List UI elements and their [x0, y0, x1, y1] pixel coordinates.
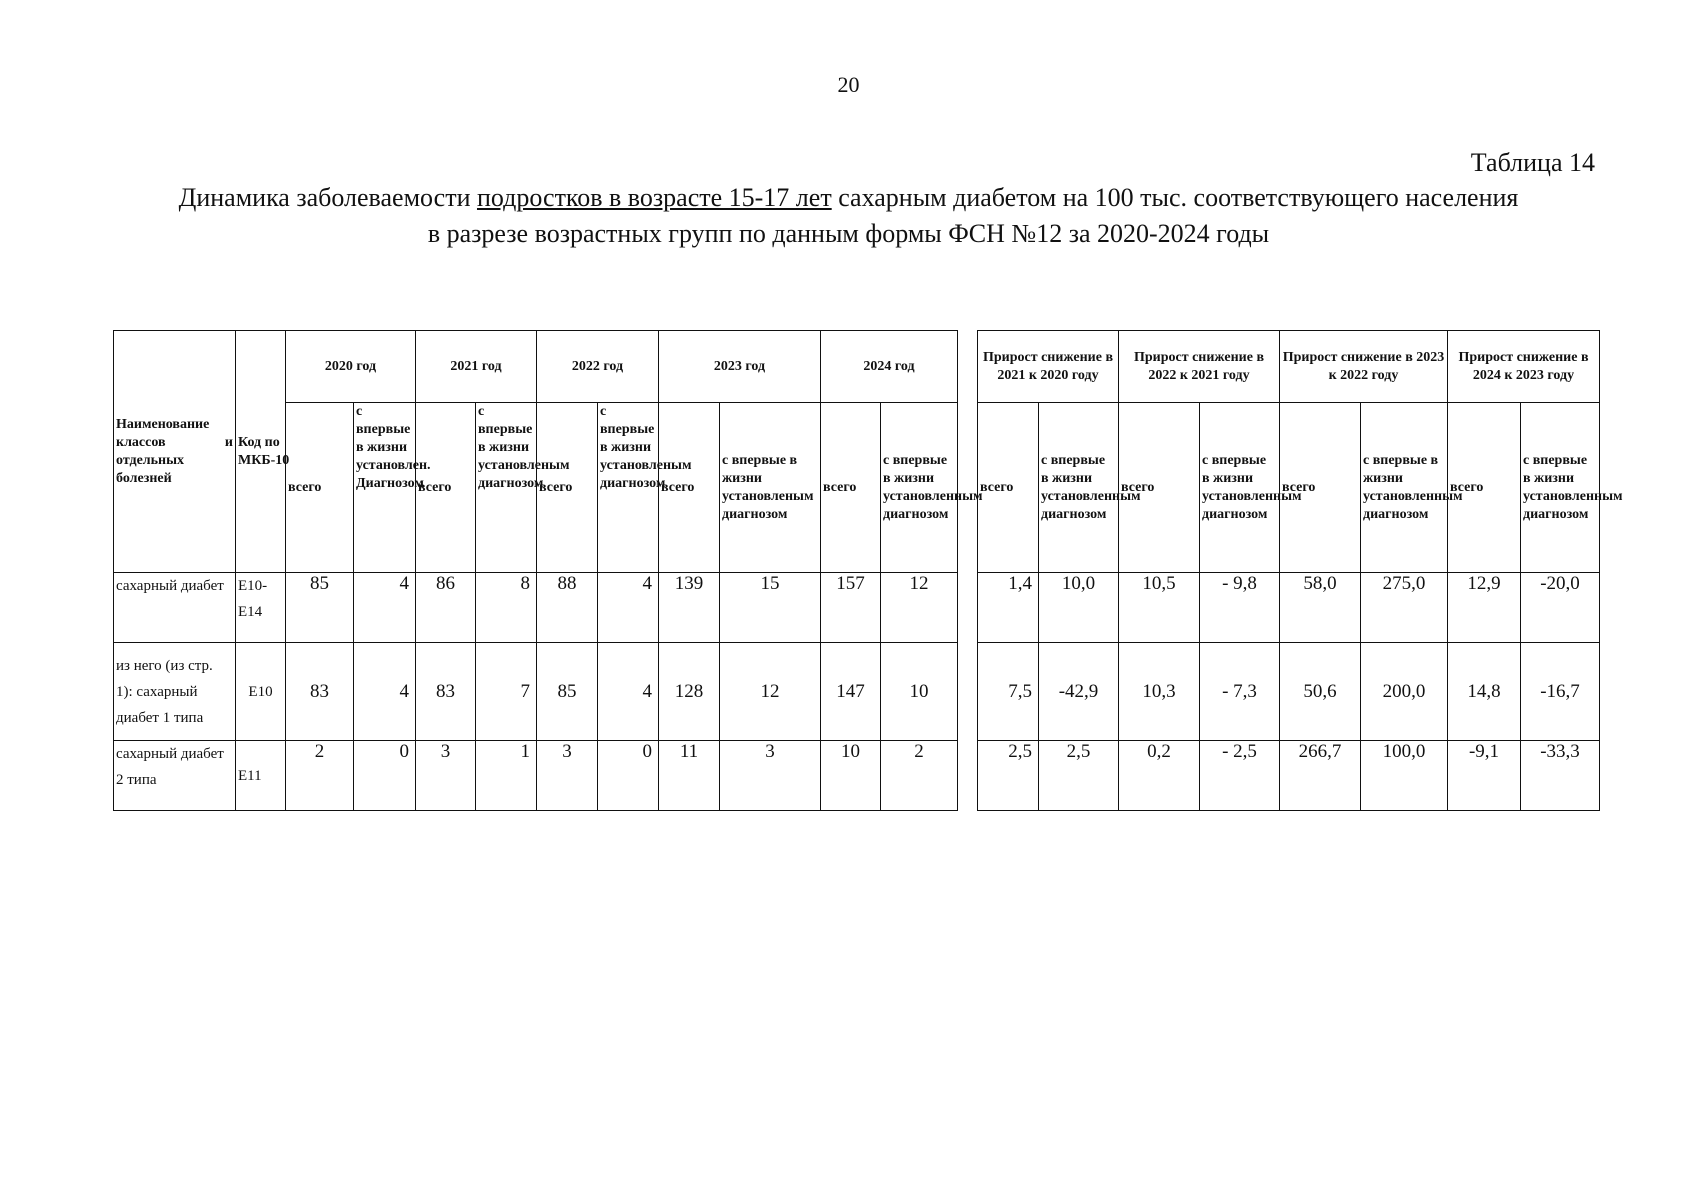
heading-text-start: Динамика заболеваемости [178, 183, 477, 212]
growth-cell: 10,3 [1119, 643, 1200, 741]
growth-cell: -9,1 [1448, 741, 1521, 811]
row-code: E10-E14 [236, 573, 286, 643]
subheader-total: всего [537, 403, 598, 573]
value-cell: 12 [720, 643, 821, 741]
growth-cell: -33,3 [1521, 741, 1600, 811]
row-code: E11 [236, 741, 286, 811]
growth-cell: 275,0 [1361, 573, 1448, 643]
growth-cell: 50,6 [1280, 643, 1361, 741]
header-row-years [114, 331, 958, 403]
value-cell: 4 [354, 643, 416, 741]
year-header-2022: 2022 год [537, 331, 659, 403]
incidence-table [113, 330, 983, 811]
value-cell: 157 [821, 573, 881, 643]
growth-cell: -16,7 [1521, 643, 1600, 741]
value-cell: 10 [881, 643, 958, 741]
subheader-first-time: с впервые в жизни установлен. Диагнозом [354, 403, 416, 573]
value-cell: 7 [476, 643, 537, 741]
subheader-total: всего [978, 403, 1039, 573]
subheader-first-time: с впервые в жизни установленым диагнозом [598, 403, 659, 573]
heading-line-2: в разрезе возрастных групп по данным формы ФСН №12 за 2020-2024 годы [427, 219, 1270, 248]
subheader-total: всего [1119, 403, 1200, 573]
table-row-diabetes-type-2 [114, 741, 958, 811]
subheader-first-time: с впервые в жизни установленным диагнозом [881, 403, 958, 573]
growth-table [977, 330, 1623, 811]
growth-cell: 14,8 [1448, 643, 1521, 741]
growth-header-2022-2021: Прирост снижение в 2022 к 2021 году [1119, 331, 1280, 403]
value-cell: 8 [476, 573, 537, 643]
subheader-total: всего [1280, 403, 1361, 573]
growth-header-row-subcolumns [978, 403, 1600, 573]
growth-cell: 266,7 [1280, 741, 1361, 811]
heading-underlined-text: подростков в возрасте 15-17 лет [476, 183, 832, 212]
value-cell: 3 [720, 741, 821, 811]
column-header-code: Код по МКБ-10 [236, 331, 286, 573]
growth-cell: 200,0 [1361, 643, 1448, 741]
value-cell: 10 [821, 741, 881, 811]
value-cell: 83 [416, 643, 476, 741]
value-cell: 85 [286, 573, 354, 643]
value-cell: 4 [598, 573, 659, 643]
value-cell: 85 [537, 643, 598, 741]
column-header-name: Наименование классов и отдельных болезней [114, 331, 236, 573]
growth-row-diabetes-type-1 [978, 643, 1600, 741]
value-cell: 4 [598, 643, 659, 741]
table-heading [60, 180, 1637, 252]
year-header-2023: 2023 год [659, 331, 821, 403]
page-number: 20 [837, 72, 860, 97]
subheader-first-time: с впервые в жизни установленным диагнозом [1521, 403, 1600, 573]
value-cell: 83 [286, 643, 354, 741]
year-header-2020: 2020 год [286, 331, 416, 403]
growth-cell: -42,9 [1039, 643, 1119, 741]
growth-cell: - 2,5 [1200, 741, 1280, 811]
value-cell: 11 [659, 741, 720, 811]
subheader-first-time: с впервые в жизни установленным диагнозом [1361, 403, 1448, 573]
subheader-total: всего [659, 403, 720, 573]
value-cell: 0 [598, 741, 659, 811]
subheader-first-time: с впервые в жизни установленым диагнозом [476, 403, 537, 573]
growth-cell: 12,9 [1448, 573, 1521, 643]
value-cell: 88 [537, 573, 598, 643]
growth-cell: 1,4 [978, 573, 1039, 643]
value-cell: 139 [659, 573, 720, 643]
table-label: Таблица 14 [1470, 148, 1595, 177]
table-row-diabetes-type-1 [114, 643, 958, 741]
heading-text-end: сахарным диабетом на 100 тыс. соответствующего населения [831, 183, 1519, 212]
row-code: E10 [236, 643, 286, 741]
value-cell: 1 [476, 741, 537, 811]
value-cell: 3 [537, 741, 598, 811]
growth-cell: 10,0 [1039, 573, 1119, 643]
value-cell: 0 [354, 741, 416, 811]
year-header-2021: 2021 год [416, 331, 537, 403]
subheader-total: всего [1448, 403, 1521, 573]
growth-cell: - 7,3 [1200, 643, 1280, 741]
value-cell: 4 [354, 573, 416, 643]
growth-header-2021-2020: Прирост снижение в 2021 к 2020 году [978, 331, 1119, 403]
subheader-first-time: с впервые в жизни установленным диагнозом [1039, 403, 1119, 573]
subheader-total: всего [286, 403, 354, 573]
growth-header-row-periods [978, 331, 1600, 403]
subheader-total: всего [416, 403, 476, 573]
subheader-first-time: с впервые в жизни установленным диагнозом [1200, 403, 1280, 573]
row-name: сахарный диабет 2 типа [114, 741, 236, 811]
growth-header-2024-2023: Прирост снижение в 2024 к 2023 году [1448, 331, 1600, 403]
growth-row-diabetes [978, 573, 1600, 643]
value-cell: 147 [821, 643, 881, 741]
growth-cell: 2,5 [978, 741, 1039, 811]
value-cell: 2 [286, 741, 354, 811]
subheader-first-time: с впервые в жизни установленым диагнозом [720, 403, 821, 573]
growth-cell: 7,5 [978, 643, 1039, 741]
growth-header-2023-2022: Прирост снижение в 2023 к 2022 году [1280, 331, 1448, 403]
year-header-2024: 2024 год [821, 331, 958, 403]
growth-cell: 0,2 [1119, 741, 1200, 811]
value-cell: 3 [416, 741, 476, 811]
growth-cell: - 9,8 [1200, 573, 1280, 643]
subheader-total: всего [821, 403, 881, 573]
growth-cell: -20,0 [1521, 573, 1600, 643]
growth-cell: 58,0 [1280, 573, 1361, 643]
growth-cell: 10,5 [1119, 573, 1200, 643]
row-name: из него (из стр. 1): сахарный диабет 1 типа [114, 643, 236, 741]
table-row-diabetes [114, 573, 958, 643]
value-cell: 12 [881, 573, 958, 643]
row-name: сахарный диабет [114, 573, 236, 643]
value-cell: 128 [659, 643, 720, 741]
value-cell: 2 [881, 741, 958, 811]
growth-cell: 2,5 [1039, 741, 1119, 811]
value-cell: 15 [720, 573, 821, 643]
growth-row-diabetes-type-2 [978, 741, 1600, 811]
value-cell: 86 [416, 573, 476, 643]
growth-cell: 100,0 [1361, 741, 1448, 811]
